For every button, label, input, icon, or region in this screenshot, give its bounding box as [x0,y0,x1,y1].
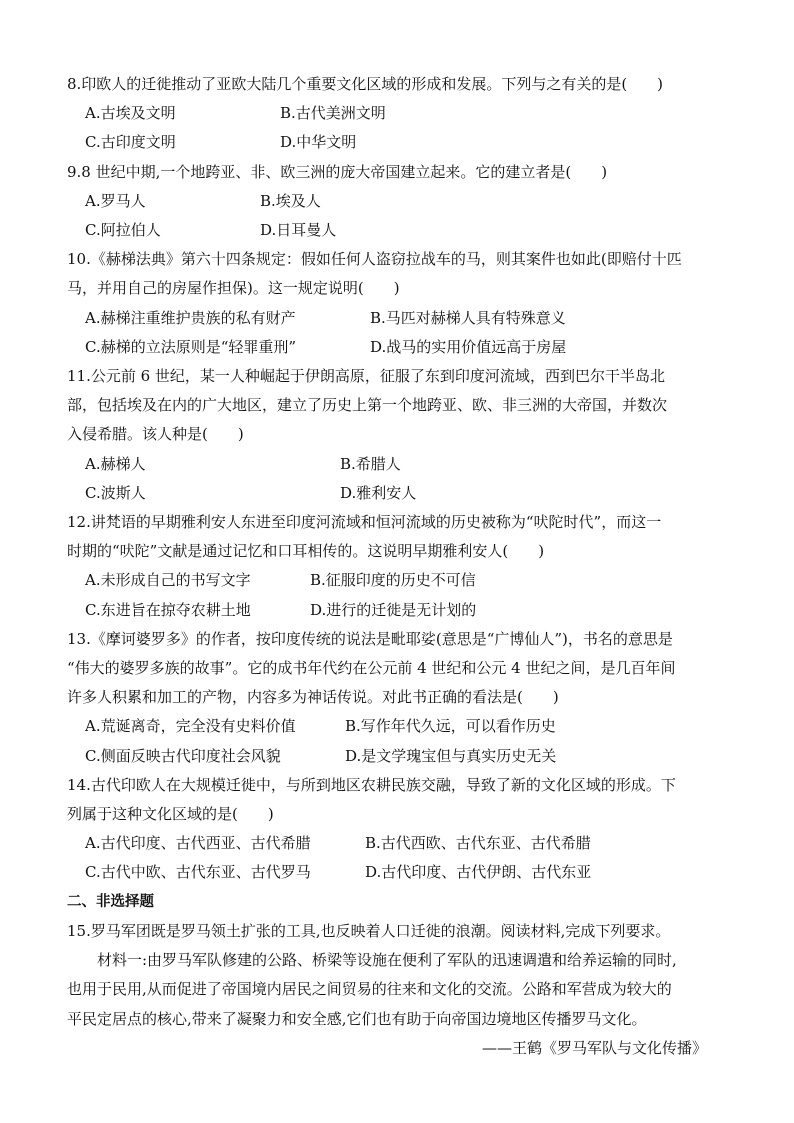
question-stem-line [67,420,727,449]
answer-option: C.侧面反映古代印度社会风貌 [85,746,281,765]
answer-option: B.古代西欧、古代东亚、古代希腊 [365,834,591,853]
answer-option: C.赫梯的立法原则是“轻罪重刑” [85,337,297,356]
question-stem-text: 8.印欧人的迁徙推动了亚欧大陆几个重要文化区域的形成和发展。下列与之有关的是( ) [67,75,664,93]
option-row [67,216,727,245]
answer-option: B.古代美洲文明 [280,104,386,123]
question-stem-text: 许多人积累和加工的产物，内容多为神话传说。对此书正确的看法是( ) [67,688,559,707]
answer-option: C.古代中欧、古代东亚、古代罗马 [85,863,311,882]
option-row [67,99,727,128]
section-heading-text: 二、非选择题 [67,893,154,910]
answer-option: A.古代印度、古代西亚、古代希腊 [85,834,311,853]
question-stem-line [67,274,727,303]
option-row [67,479,727,508]
answer-option: D.雅利安人 [340,483,417,502]
question-stem-line [67,800,727,829]
question-stem-line [67,508,727,537]
answer-option: C.波斯人 [85,483,146,502]
question-stem-text: 15.罗马军团既是罗马领土扩张的工具,也反映着人口迁徙的浪潮。阅读材料,完成下列要求。 [67,921,671,940]
answer-option: C.东进旨在掠夺农耕土地 [85,600,251,619]
question-stem-line [67,625,727,654]
material-text: 也用于民用,从而促进了帝国境内居民之间贸易的往来和文化的交流。公路和军营成为较大的 [67,980,672,999]
question-stem-text: 时期的“吠陀”文献是通过记忆和口耳相传的。这说明早期雅利安人( ) [67,542,545,561]
answer-option: A.古埃及文明 [85,104,176,123]
question-stem-text: 12.讲梵语的早期雅利安人东进至印度河流域和恒河流域的历史被称为“吠陀时代”，而这一 [67,513,662,532]
option-row [67,304,727,333]
question-stem-line [67,917,727,946]
material-source [67,1034,727,1063]
option-row [67,829,727,858]
question-stem-text: 入侵希腊。该人种是( ) [67,425,244,444]
material-text: 平民定居点的核心,带来了凝聚力和安全感,它们也有助于向帝国边境地区传播罗马文化。 [67,1009,647,1028]
option-row [67,566,727,595]
answer-option: D.进行的迁徙是无计划的 [310,600,477,619]
answer-option: B.写作年代久远，可以看作历史 [345,717,556,736]
material-text: 材料一:由罗马军队修建的公路、桥梁等设施在便利了军队的迅速调遣和给养运输的同时, [97,951,677,970]
option-row [67,742,727,771]
question-stem-line [67,362,727,391]
question-stem-line [67,771,727,800]
question-stem-text: 部，包括埃及在内的广大地区，建立了历史上第一个地跨亚、欧、非三洲的大帝国，并数次 [67,396,668,415]
answer-option: D.战马的实用价值远高于房屋 [370,337,567,356]
answer-option: D.是文学瑰宝但与真实历史无关 [345,746,557,765]
answer-option: B.征服印度的历史不可信 [310,571,476,590]
option-row [67,333,727,362]
answer-option: B.马匹对赫梯人具有特殊意义 [370,308,566,327]
question-stem-text: 马，并用自己的房屋作担保)。这一规定说明( ) [67,279,400,298]
question-stem-line [67,391,727,420]
answer-option: A.未形成自己的书写文字 [85,571,251,590]
option-row [67,128,727,157]
material-source-text: ——王鹤《罗马军队与文化传播》 [481,1038,707,1057]
answer-option: D.中华文明 [280,133,357,152]
question-stem-text: 列属于这种文化区域的是( ) [67,805,274,824]
material-line [67,946,727,975]
question-stem-text: 13.《摩诃婆罗多》的作者，按印度传统的说法是毗耶娑(意思是“广博仙人”)，书名的意思是 [67,629,673,648]
material-line [67,975,727,1004]
option-row [67,450,727,479]
question-stem-line [67,683,727,712]
answer-option: A.荒诞离奇，完全没有史料价值 [85,717,296,736]
option-row [67,187,727,216]
material-line [67,1005,727,1034]
question-stem-text: 14.古代印欧人在大规模迁徙中，与所到地区农耕民族交融，导致了新的文化区域的形成。下 [67,775,676,794]
answer-option: A.赫梯注重维护贵族的私有财产 [85,308,296,327]
answer-option: A.罗马人 [85,191,146,210]
question-stem-text: 11.公元前 6 世纪，某一人种崛起于伊朗高原，征服了东到印度河流域，西到巴尔干半岛北 [67,367,665,386]
answer-option: C.阿拉伯人 [85,221,161,240]
answer-option: D.古代印度、古代伊朗、古代东亚 [365,863,592,882]
section-heading [67,888,727,917]
answer-option: B.希腊人 [340,454,401,473]
answer-option: B.埃及人 [260,191,321,210]
answer-option: A.赫梯人 [85,454,146,473]
option-row [67,712,727,741]
exam-page [67,70,727,1063]
question-stem-line [67,654,727,683]
option-row [67,596,727,625]
question-stem-line [67,70,727,99]
question-stem-line [67,537,727,566]
answer-option: C.古印度文明 [85,133,176,152]
question-stem-text: “伟大的婆罗多族的故事”。它的成书年代约在公元前 4 世纪和公元 4 世纪之间，是几百年间 [67,659,676,678]
question-stem-text: 10.《赫梯法典》第六十四条规定：假如任何人盗窃拉战车的马，则其案件也如此(即赔付十匹 [67,250,682,269]
answer-option: D.日耳曼人 [260,221,337,240]
question-stem-text: 9.8 世纪中期,一个地跨亚、非、欧三洲的庞大帝国建立起来。它的建立者是( ) [67,162,608,181]
option-row [67,858,727,887]
question-stem-line [67,158,727,187]
question-stem-line [67,245,727,274]
